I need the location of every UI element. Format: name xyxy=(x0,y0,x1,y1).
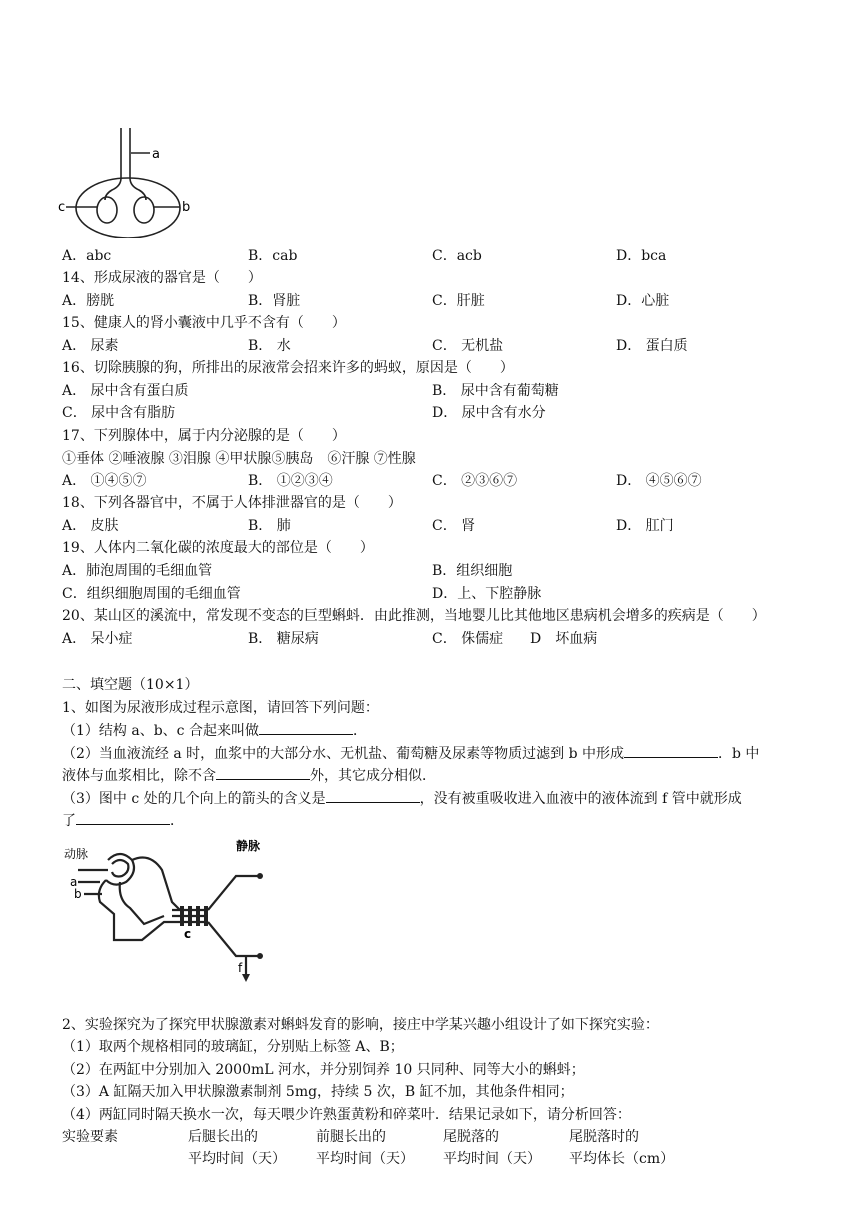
kidney-figure xyxy=(58,128,218,238)
table-header-col4-l1: 尾脱落时的 xyxy=(569,1129,639,1145)
fill1-part2-tail: ．b 中 xyxy=(718,746,760,762)
q13-option-b: B．cab xyxy=(248,248,298,264)
q16-option-a: A． 尿中含有蛋白质 xyxy=(62,383,189,399)
fill1-part3-text: （3）图中 c 处的几个向上的箭头的含义是 xyxy=(62,791,326,807)
fill1-part3 xyxy=(62,788,742,809)
fill1-part1 xyxy=(62,720,367,741)
answer-blank-4[interactable] xyxy=(326,788,420,803)
q19-stem: 19、人体内二氧化碳的浓度最大的部位是（ ） xyxy=(62,540,374,556)
fill2-step2: （2）在两缸中分别加入 2000mL 河水，并分别饲养 10 只同种、同等大小的蝌蚪； xyxy=(62,1062,585,1078)
section-title: 二、填空题（10×1） xyxy=(62,677,199,693)
fill1-stem: 1、如图为尿液形成过程示意图，请回答下列问题： xyxy=(62,700,379,716)
fill1-part3-cont-text: 了 xyxy=(62,813,76,829)
q15-option-a: A． 尿素 xyxy=(62,338,119,354)
q17-list: ①垂体 ②唾液腺 ③泪腺 ④甲状腺⑤胰岛 ⑥汗腺 ⑦性腺 xyxy=(62,451,416,467)
fill1-part3-tail: ，没有被重吸收进入血液中的液体流到 f 管中就形成 xyxy=(419,791,742,807)
table-header-col3-l1: 尾脱落的 xyxy=(443,1129,499,1145)
kidney-label-c: c xyxy=(58,200,66,215)
q13-option-c: C．acb xyxy=(432,248,482,264)
fill2-stem: 2、实验探究为了探究甲状腺激素对蝌蚪发育的影响，接庄中学某兴趣小组设计了如下探究实验： xyxy=(62,1017,659,1033)
q19-option-a: A．肺泡周围的毛细血管 xyxy=(62,563,213,579)
q14-option-b: B．肾脏 xyxy=(248,293,301,309)
fill2-step1: （1）取两个规格相同的玻璃缸，分别贴上标签 A、B； xyxy=(62,1039,404,1055)
table-header-col1-l1: 后腿长出的 xyxy=(188,1129,258,1145)
q18-option-c: C． 肾 xyxy=(432,518,476,534)
q18-option-d: D． 肛门 xyxy=(616,518,674,534)
q14-option-d: D．心脏 xyxy=(616,293,670,309)
fill1-part2 xyxy=(62,743,759,764)
kidney-label-b: b xyxy=(182,200,191,215)
answer-blank-3[interactable] xyxy=(216,765,310,780)
nephron-label-b: b xyxy=(74,887,82,901)
q17-stem: 17、下列腺体中，属于内分泌腺的是（ ） xyxy=(62,428,346,444)
q18-option-a: A． 皮肤 xyxy=(62,518,119,534)
q18-stem: 18、下列各器官中，不属于人体排泄器官的是（ ） xyxy=(62,495,402,511)
nephron-label-vein: 静脉 xyxy=(236,839,261,853)
fill1-part1-text: （1）结构 a、b、c 合起来叫做 xyxy=(62,723,259,739)
kidney-label-a: a xyxy=(152,147,160,162)
q16-stem: 16、切除胰腺的狗，所排出的尿液常会招来许多的蚂蚁，原因是（ ） xyxy=(62,360,514,376)
nephron-label-f: f xyxy=(238,961,243,975)
fill2-step3: （3）A 缸隔天加入甲状腺激素制剂 5mg，持续 5 次，B 缸不加，其他条件相同； xyxy=(62,1084,574,1100)
q20-option-c: C． 侏儒症 xyxy=(432,631,504,647)
table-header-col3-l2: 平均时间（天） xyxy=(443,1151,541,1167)
fill1-part2-text: （2）当血液流经 a 时，血浆中的大部分水、无机盐、葡萄糖及尿素等物质过滤到 b 中形成 xyxy=(62,746,625,762)
fill1-part3-cont xyxy=(62,810,184,831)
q20-option-a: A． 呆小症 xyxy=(62,631,133,647)
q19-option-d: D．上、下腔静脉 xyxy=(432,586,542,602)
q17-option-d: D． ④⑤⑥⑦ xyxy=(616,473,702,489)
fill1-part1-end: ． xyxy=(352,723,367,739)
q14-option-a: A．膀胱 xyxy=(62,293,115,309)
fill1-part2-cont-text: 液体与血浆相比，除不含 xyxy=(62,768,216,784)
q17-option-c: C． ②③⑥⑦ xyxy=(432,473,518,489)
nephron-label-a: a xyxy=(70,875,78,889)
fill2-step4: （4）两缸同时隔天换水一次，每天喂少许熟蛋黄粉和碎菜叶．结果记录如下，请分析回答： xyxy=(62,1107,631,1123)
table-header-col2-l1: 前腿长出的 xyxy=(316,1129,386,1145)
table-header-col4-l2: 平均体长（cm） xyxy=(569,1151,675,1167)
answer-blank-5[interactable] xyxy=(76,810,170,825)
fill1-part2-cont-end: 外，其它成分相似． xyxy=(310,768,436,784)
q20-option-b: B． 糖尿病 xyxy=(248,631,319,647)
q16-option-c: C． 尿中含有脂肪 xyxy=(62,405,176,421)
q15-option-c: C． 无机盐 xyxy=(432,338,504,354)
table-header-col2-l2: 平均时间（天） xyxy=(316,1151,414,1167)
q15-option-d: D． 蛋白质 xyxy=(616,338,688,354)
table-header-col1-l2: 平均时间（天） xyxy=(188,1151,286,1167)
q13-option-d: D．bca xyxy=(616,248,667,264)
table-header-factor: 实验要素 xyxy=(62,1129,118,1145)
q14-option-c: C．肝脏 xyxy=(432,293,485,309)
q19-option-c: C．组织细胞周围的毛细血管 xyxy=(62,586,241,602)
q18-option-b: B． 肺 xyxy=(248,518,291,534)
q20-stem: 20、某山区的溪流中，常发现不变态的巨型蝌蚪．由此推测，当地婴儿比其他地区患病机会增多的疾病是（ ） xyxy=(62,608,766,624)
q16-option-b: B． 尿中含有葡萄糖 xyxy=(432,383,559,399)
q13-option-a: A．abc xyxy=(62,248,112,264)
q20-option-d: D 坏血病 xyxy=(530,631,598,647)
q17-option-a: A． ①④⑤⑦ xyxy=(62,473,147,489)
q19-option-b: B．组织细胞 xyxy=(432,563,513,579)
nephron-label-artery: 动脉 xyxy=(64,847,89,861)
fill1-part2-cont xyxy=(62,765,436,786)
answer-blank-1[interactable] xyxy=(259,720,353,735)
nephron-label-c: c xyxy=(184,927,192,941)
fill1-part3-cont-end: ． xyxy=(170,813,184,829)
q15-stem: 15、健康人的肾小囊液中几乎不含有（ ） xyxy=(62,315,346,331)
answer-blank-2[interactable] xyxy=(624,743,718,758)
q14-stem: 14、形成尿液的器官是（ ） xyxy=(62,270,262,286)
nephron-figure xyxy=(60,830,275,990)
q17-option-b: B． ①②③④ xyxy=(248,473,333,489)
q15-option-b: B． 水 xyxy=(248,338,291,354)
q16-option-d: D． 尿中含有水分 xyxy=(432,405,546,421)
